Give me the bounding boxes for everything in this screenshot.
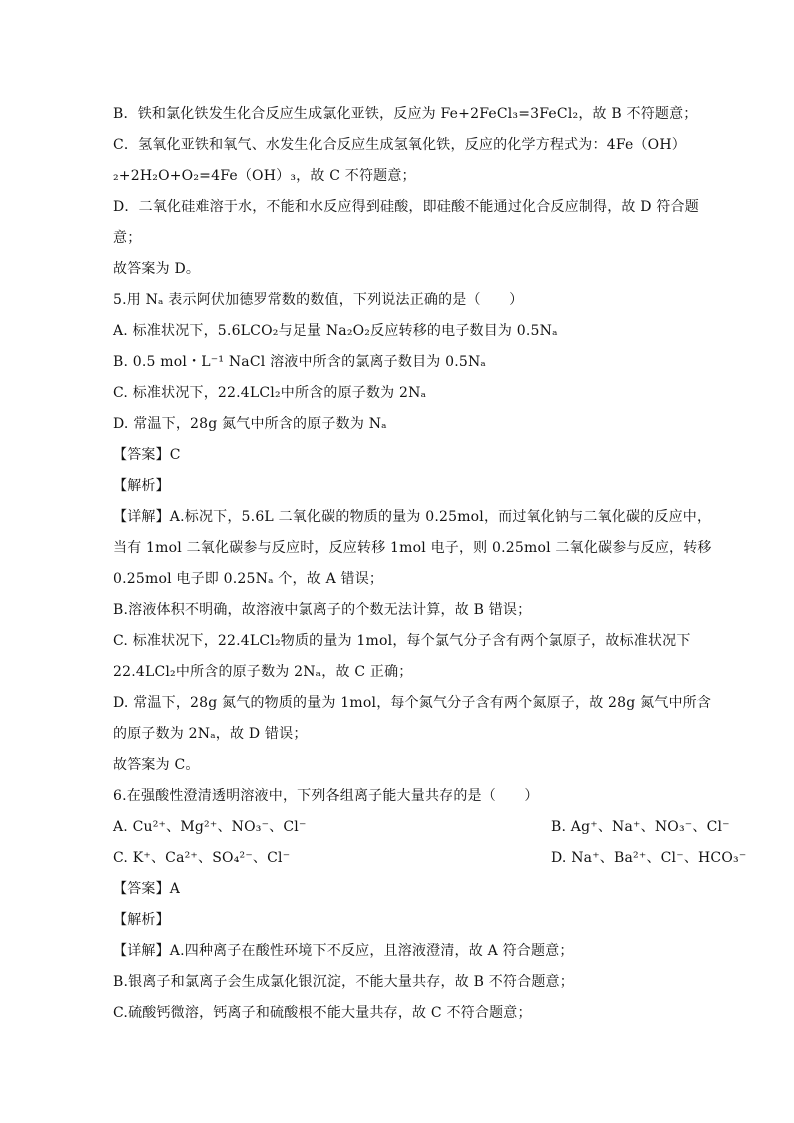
analysis-label: 【解析】 xyxy=(113,912,170,928)
explanation-line: 【详解】A.标况下，5.6L 二氧化碳的物质的量为 0.25mol，而过氧化钠与二氧化碳的反应中， xyxy=(113,509,712,525)
option-a: A. Cu²⁺、Mg²⁺、NO₃⁻、Cl⁻ xyxy=(113,819,307,835)
explanation-line: 当有 1mol 二氧化碳参与反应时，反应转移 1mol 电子，则 0.25mol 二氧化碳参与反应，转移 xyxy=(113,540,712,556)
explanation-line: C. 标准状况下，22.4LCl₂物质的量为 1mol，每个氯气分子含有两个氯原子，故标准状况下 xyxy=(113,633,691,649)
final-answer: 故答案为 C。 xyxy=(113,757,200,773)
explanation-line: 【详解】A.四种离子在酸性环境下不反应，且溶液澄清，故 A 符合题意； xyxy=(113,943,574,959)
question-6: 6.在强酸性澄清透明溶液中，下列各组离子能大量共存的是（ ） xyxy=(113,788,539,804)
answer-label: 【答案】A xyxy=(113,881,181,897)
text-line: C．氢氧化亚铁和氧气、水发生化合反应生成氢氧化铁，反应的化学方程式为：4Fe（OH） xyxy=(113,137,686,153)
option-b: B. Ag⁺、Na⁺、NO₃⁻、Cl⁻ xyxy=(551,819,730,835)
text-line: 故答案为 D。 xyxy=(113,261,201,277)
option-c: C. K⁺、Ca²⁺、SO₄²⁻、Cl⁻ xyxy=(113,850,291,866)
explanation-line: 的原子数为 2Nₐ，故 D 错误； xyxy=(113,726,308,742)
explanation-line: C.硫酸钙微溶，钙离子和硫酸根不能大量共存，故 C 不符合题意； xyxy=(113,1005,532,1021)
text-line: ₂+2H₂O+O₂=4Fe（OH）₃，故 C 不符题意； xyxy=(113,168,416,184)
option-c: C. 标准状况下，22.4LCl₂中所含的原子数为 2Nₐ xyxy=(113,385,427,401)
option-row xyxy=(113,849,747,867)
explanation-line: 0.25mol 电子即 0.25Nₐ 个，故 A 错误； xyxy=(113,571,384,587)
explanation-line: B.银离子和氯离子会生成氯化银沉淀，不能大量共存，故 B 不符合题意； xyxy=(113,974,574,990)
text-line: B．铁和氯化铁发生化合反应生成氯化亚铁，反应为 Fe+2FeCl₃=3FeCl₂，故 B 不符题意； xyxy=(113,106,698,122)
explanation-line: D. 常温下，28g 氮气的物质的量为 1mol，每个氮气分子含有两个氮原子，故 28g 氮气中所含 xyxy=(113,695,712,711)
text-line: D．二氧化硅难溶于水，不能和水反应得到硅酸，即硅酸不能通过化合反应制得，故 D 符合题 xyxy=(113,199,699,215)
explanation-line: B.溶液体积不明确，故溶液中氯离子的个数无法计算，故 B 错误； xyxy=(113,602,532,618)
analysis-label: 【解析】 xyxy=(113,478,170,494)
option-d: D. 常温下，28g 氮气中所含的原子数为 Nₐ xyxy=(113,416,387,432)
option-a: A. 标准状况下，5.6LCO₂与足量 Na₂O₂反应转移的电子数目为 0.5Nₐ xyxy=(113,323,558,339)
answer-label: 【答案】C xyxy=(113,447,181,463)
text-line: 意； xyxy=(113,230,142,246)
option-d: D. Na⁺、Ba²⁺、Cl⁻、HCO₃⁻ xyxy=(551,850,747,866)
option-row xyxy=(113,818,730,836)
option-b: B. 0.5 mol・L⁻¹ NaCl 溶液中所含的氯离子数目为 0.5Nₐ xyxy=(113,354,487,370)
explanation-line: 22.4LCl₂中所含的原子数为 2Nₐ，故 C 正确； xyxy=(113,664,413,680)
question-5: 5.用 Nₐ 表示阿伏加德罗常数的数值，下列说法正确的是（ ） xyxy=(113,292,524,308)
